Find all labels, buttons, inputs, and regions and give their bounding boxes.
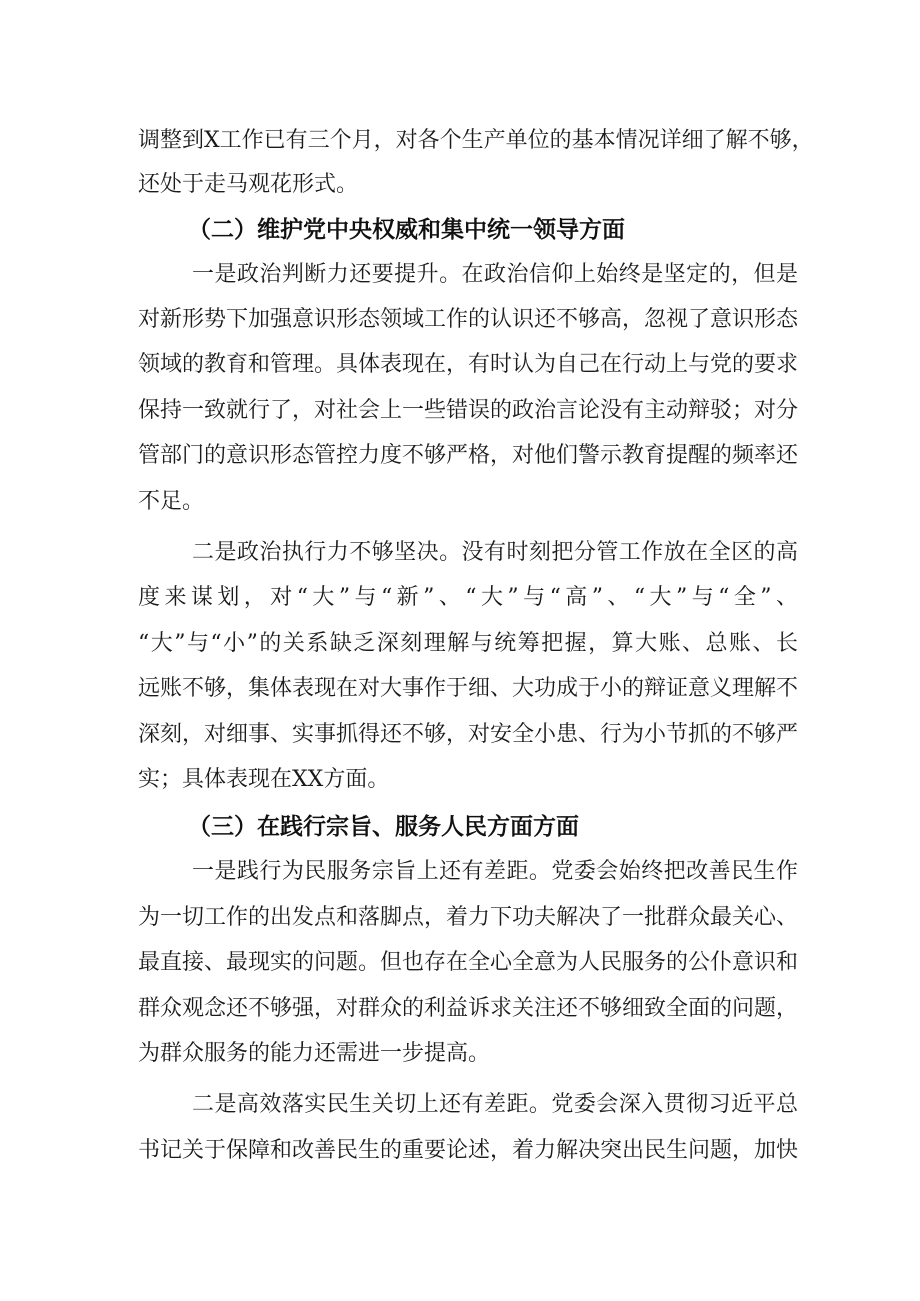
- text-line: 管部门的意识形态管控力度不够严格，对他们警示教育提醒的频率还: [138, 443, 799, 468]
- text-line: 书记关于保障和改善民生的重要论述，着力解决突出民生问题，加快: [138, 1138, 799, 1163]
- text-line: 一是践行为民服务宗旨上还有差距。党委会始终把改善民生作: [192, 859, 798, 884]
- text-line: 二是高效落实民生关切上还有差距。党委会深入贯彻习近平总: [192, 1092, 798, 1117]
- text-line: 最直接、最现实的问题。但也存在全心全意为人民服务的公仆意识和: [138, 950, 799, 975]
- text-line: 为一切工作的出发点和落脚点，着力下功夫解决了一批群众最关心、: [138, 905, 799, 930]
- text-line: 度来谋划，对“大”与“新”、“大”与“高”、“大”与“全”、: [138, 585, 798, 610]
- section-heading: （三）在践行宗旨、服务人民方面方面: [188, 814, 579, 840]
- text-line: 调整到X工作已有三个月，对各个生产单位的基本情况详细了解不够，: [138, 128, 814, 153]
- text-line: 一是政治判断力还要提升。在政治信仰上始终是坚定的，但是: [192, 262, 798, 287]
- text-line: 远账不够，集体表现在对大事作于细、大功成于小的辩证意义理解不: [138, 676, 799, 701]
- text-line: 实；具体表现在XX方面。: [138, 767, 390, 792]
- text-line: 不足。: [138, 489, 205, 514]
- text-line: “大”与“小”的关系缺乏深刻理解与统筹把握，算大账、总账、长: [138, 631, 798, 656]
- text-line: 深刻，对细事、实事抓得还不够，对安全小患、行为小节抓的不够严: [138, 722, 799, 747]
- text-line: 保持一致就行了，对社会上一些错误的政治言论没有主动辩驳；对分: [138, 398, 799, 423]
- section-heading: （二）维护党中央权威和集中统一领导方面: [188, 217, 625, 243]
- text-line: 为群众服务的能力还需进一步提高。: [138, 1041, 491, 1066]
- text-line: 对新形势下加强意识形态领域工作的认识还不够高，忽视了意识形态: [138, 307, 799, 332]
- text-line: 群众观念还不够强，对群众的利益诉求关注还不够细致全面的问题，: [138, 996, 799, 1021]
- text-line: 二是政治执行力不够坚决。没有时刻把分管工作放在全区的高: [192, 540, 798, 565]
- text-line: 领域的教育和管理。具体表现在，有时认为自己在行动上与党的要求: [138, 352, 799, 377]
- text-line: 还处于走马观花形式。: [138, 172, 359, 197]
